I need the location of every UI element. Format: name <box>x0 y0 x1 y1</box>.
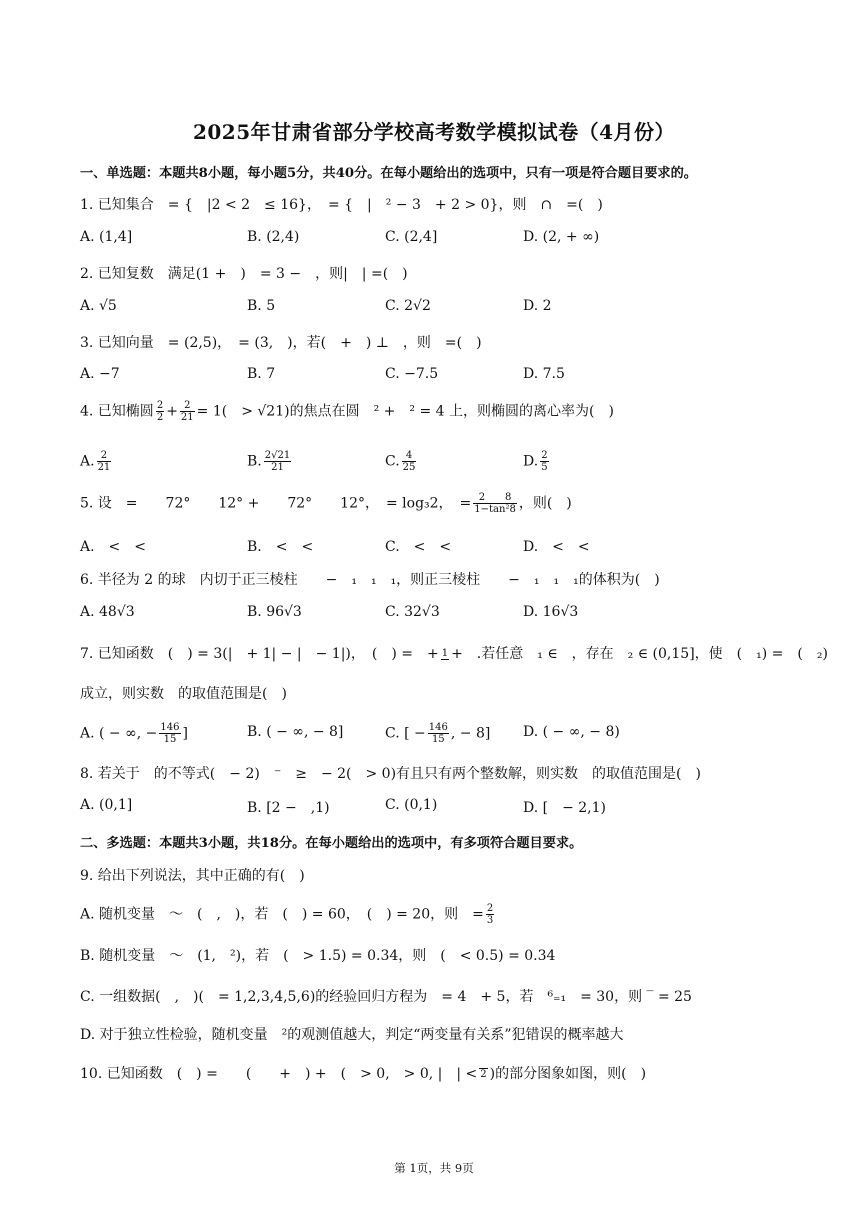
option-text: A. ( − ∞, − <box>80 725 158 742</box>
fraction <box>97 450 112 473</box>
fraction-numerator: 4 <box>402 450 417 462</box>
question-2-option-c: C. 2√2 <box>385 298 431 314</box>
option-letter: A. <box>80 453 95 470</box>
question-9-option-b: B. 随机变量 ～ (1, ²)，若 ( > 1.5) = 0.34，则 ( < 0.5) = 0.34 <box>80 948 556 964</box>
fraction <box>428 722 449 745</box>
question-7-stem-line2: 成立，则实数 的取值范围是( ) <box>80 686 287 702</box>
question-1-option-a: A. (1,4] <box>80 229 133 245</box>
fraction-denominator: 21 <box>180 412 194 423</box>
question-7-option-c <box>385 722 490 745</box>
question-4-stem-start: 4. 已知椭圆 <box>80 403 154 420</box>
fraction <box>264 450 291 473</box>
question-8-stem: 8. 若关于 的不等式( − 2) ⁻ ≥ − 2( > 0)有且只有两个整数解，则实数 的取值范围是( ) <box>80 766 701 782</box>
question-7-option-b: B. ( − ∞, − 8] <box>247 724 344 740</box>
question-6-option-b: B. 96√3 <box>247 604 302 620</box>
question-4-option-d <box>523 450 551 473</box>
option-letter: D. <box>523 453 539 470</box>
question-7-stem <box>80 643 828 663</box>
option-text: C. [ − <box>385 725 426 742</box>
option-letter: B. <box>247 453 262 470</box>
section-heading-single-choice: 一、单选题：本题共8小题，每小题5分，共40分。在每小题给出的选项中，只有一项是符合题目要求的。 <box>80 166 697 181</box>
page-title: 2025年甘肃省部分学校高考数学模拟试卷（4月份） <box>192 120 676 144</box>
question-2-option-a: A. √5 <box>80 298 117 314</box>
question-7-stem-end: + .若任意 ₁ ∈ ，存在 ₂ ∈ (0,15]，使 ( ₁) = ( ₂) <box>451 646 828 662</box>
fraction <box>486 903 494 926</box>
question-4-stem-end: = 1( > √21)的焦点在圆 ² + ² = 4 上，则椭圆的离心率为( ) <box>196 403 614 420</box>
fraction-denominator: 5 <box>541 462 548 473</box>
fraction <box>473 492 517 515</box>
fraction-numerator: 2√21 <box>264 450 291 461</box>
fraction <box>479 1068 487 1080</box>
question-3-option-c: C. −7.5 <box>385 366 439 382</box>
question-2-option-b: B. 5 <box>247 298 276 314</box>
plus-sign: + <box>166 403 178 420</box>
question-3-option-b: B. 7 <box>247 366 276 382</box>
question-4-stem <box>80 400 614 423</box>
question-5-option-c: C. < < <box>385 539 452 555</box>
question-6-option-a: A. 48√3 <box>80 604 135 620</box>
fraction-denominator: 15 <box>163 734 177 745</box>
fraction <box>402 450 417 473</box>
question-3-option-a: A. −7 <box>80 366 120 382</box>
fraction-numerator: 2 <box>541 450 548 461</box>
question-5-stem-start: 5. 设 = 72° 12° + 72° 12°， = log₃2， = <box>80 495 472 512</box>
fraction-denominator: 25 <box>402 462 416 473</box>
question-7-stem-start: 7. 已知函数 ( ) = 3(| + 1| − | − 1|)， ( ) = + <box>80 646 439 662</box>
fraction <box>156 400 164 423</box>
question-4-option-a <box>80 450 113 473</box>
fraction-denominator: 21 <box>271 462 284 473</box>
option-letter: C. <box>385 453 400 470</box>
question-1-stem: 1. 已知集合 = { |2 < 2 ≤ 16}， = { | ² − 3 + 2 > 0}，则 ∩ =( ) <box>80 197 603 213</box>
question-10-stem <box>80 1063 646 1083</box>
question-5-stem-end: ，则( ) <box>518 495 572 512</box>
question-10-stem-end: )的部分图象如图，则( ) <box>489 1066 647 1082</box>
question-5-option-b: B. < < <box>247 539 314 555</box>
question-9-option-a <box>80 903 496 926</box>
question-2-option-d: D. 2 <box>523 298 552 314</box>
fraction-numerator: 2 <box>486 903 494 914</box>
question-7-option-d: D. ( − ∞, − 8) <box>523 724 620 740</box>
fraction-numerator: 2 <box>180 400 195 412</box>
question-7-option-a <box>80 722 188 745</box>
page-footer: 第 1页，共 9页 <box>394 1161 474 1175</box>
section-heading-multiple-choice: 二、多选题：本题共3小题，共18分。在每小题给出的选项中，有多项符合题目要求。 <box>80 836 583 851</box>
question-8-option-b: B. [2 − ,1) <box>247 800 330 816</box>
question-9-option-c: C. 一组数据( , )( = 1,2,3,4,5,6)的经验回归方程为 = 4 + 5，若 ⁶₌₁ = 30，则 ‾ = 25 <box>80 989 692 1005</box>
question-1-option-b: B. (2,4) <box>247 229 300 245</box>
question-4-option-b <box>247 450 293 473</box>
option-text: A. 随机变量 ～ ( , )，若 ( ) = 60， ( ) = 20，则 = <box>80 906 484 923</box>
question-2-stem: 2. 已知复数 满足(1 + ) = 3 − ，则| | =( ) <box>80 266 408 282</box>
question-9-stem: 9. 给出下列说法，其中正确的有( ) <box>80 868 305 884</box>
fraction-denominator: 1−tan²8 <box>474 504 516 515</box>
option-text-end: ] <box>182 725 188 742</box>
fraction-numerator: 2 8 <box>473 492 517 504</box>
question-6-stem: 6. 半径为 2 的球 内切于正三棱柱 − ₁ ₁ ₁，则正三棱柱 − ₁ ₁ ₁的体积为( ) <box>80 572 660 588</box>
fraction <box>441 648 449 660</box>
fraction-denominator: 15 <box>431 734 445 745</box>
question-3-stem: 3. 已知向量 = (2,5)， = (3, )，若( + ) ⊥ ，则 =( ) <box>80 335 482 351</box>
question-1-option-d: D. (2, + ∞) <box>523 229 600 245</box>
question-6-option-d: D. 16√3 <box>523 604 579 620</box>
fraction <box>180 400 195 423</box>
question-4-option-c <box>385 450 418 473</box>
question-5-stem <box>80 492 572 515</box>
fraction <box>159 722 180 745</box>
fraction-numerator: 1 <box>441 648 449 659</box>
fraction-numerator: 2 <box>156 400 164 411</box>
question-1-option-c: C. (2,4] <box>385 229 438 245</box>
fraction-numerator: 146 <box>428 722 448 733</box>
question-6-option-c: C. 32√3 <box>385 604 440 620</box>
question-5-option-d: D. < < <box>523 539 590 555</box>
fraction-denominator: 3 <box>486 915 494 926</box>
fraction-denominator: 2 <box>156 412 164 423</box>
question-5-option-a: A. < < <box>80 539 147 555</box>
fraction-denominator: 21 <box>97 462 111 473</box>
question-3-option-d: D. 7.5 <box>523 366 565 382</box>
fraction-numerator: 146 <box>160 722 180 733</box>
question-8-option-c: C. (0,1) <box>385 797 438 813</box>
option-text-end: , − 8] <box>450 725 491 742</box>
fraction <box>540 450 548 473</box>
fraction-numerator: 2 <box>97 450 112 462</box>
question-8-option-d: D. [ − 2,1) <box>523 800 606 816</box>
question-8-option-a: A. (0,1] <box>80 797 133 813</box>
fraction-denominator: 2 <box>480 1069 487 1080</box>
question-9-option-d: D. 对于独立性检验，随机变量 ²的观测值越大，判定“两变量有关系”犯错误的概率越大 <box>80 1027 624 1043</box>
question-10-stem-start: 10. 已知函数 ( ) = ( + ) + ( > 0, > 0, | | < <box>80 1066 478 1082</box>
